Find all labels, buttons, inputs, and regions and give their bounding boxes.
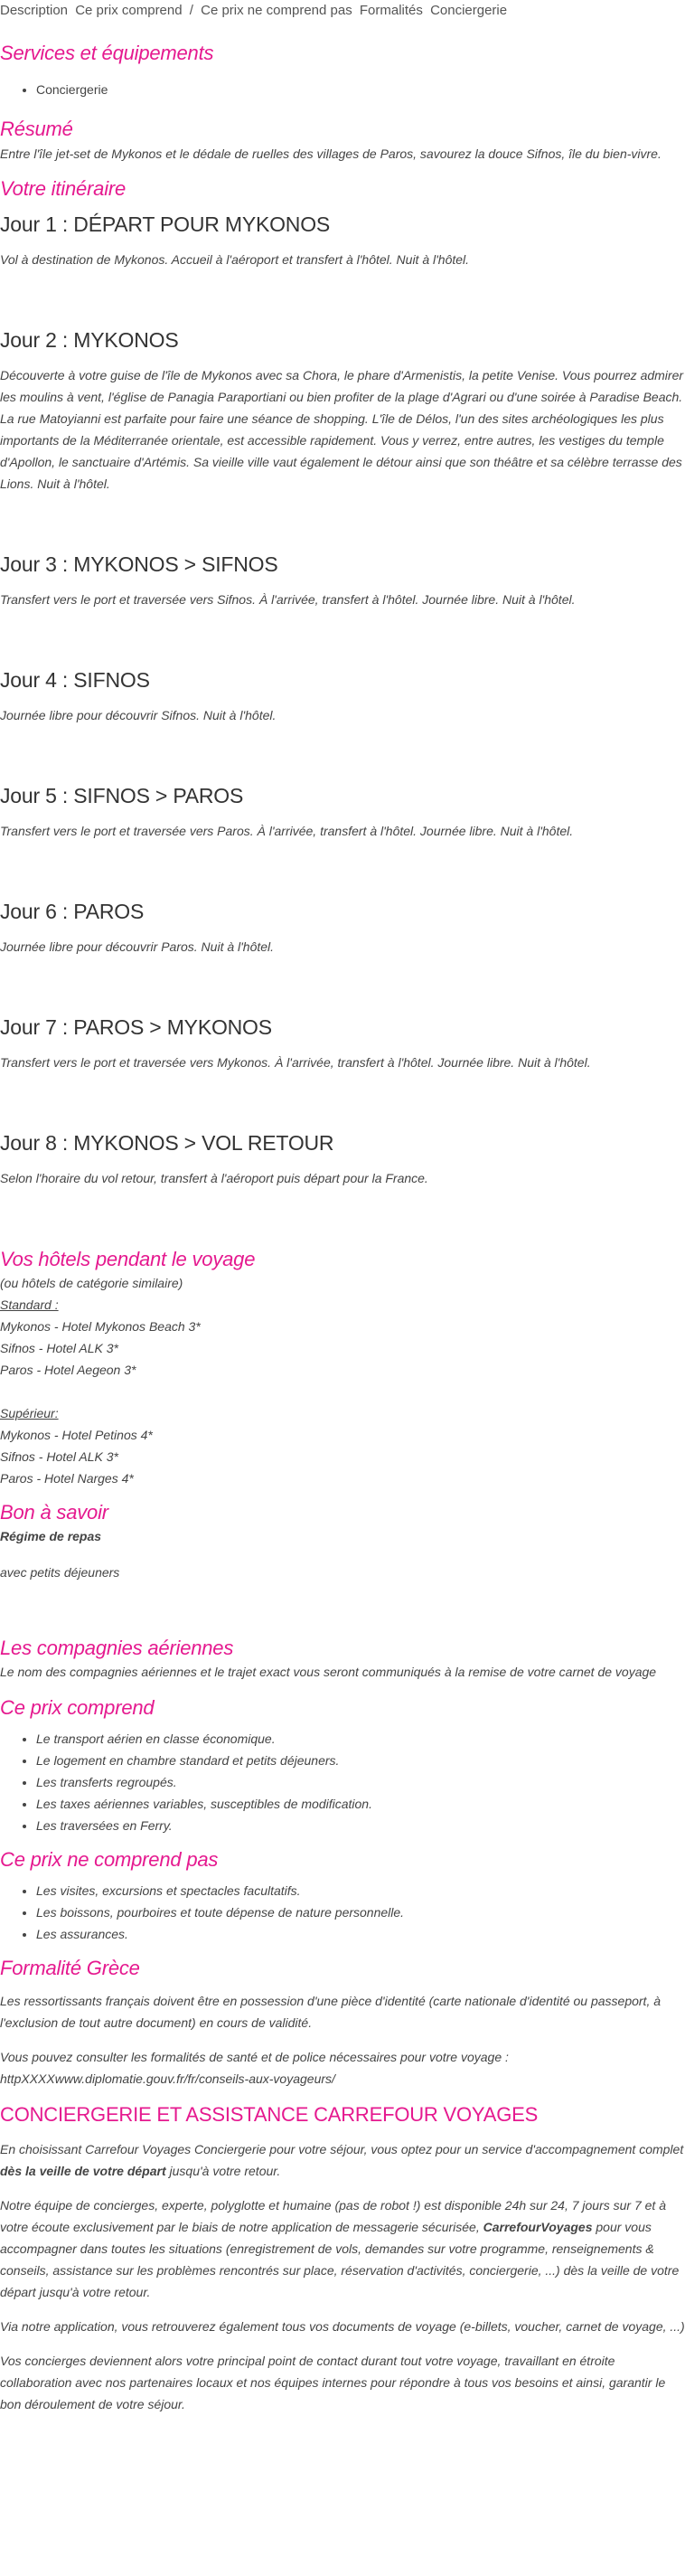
concierge-p2-end: pour vous accompagner dans toutes les situations (enregistrement de vols, demandes sur votre programme, renseignements & conseils, assistance sur les problèmes rencontrés sur place, réservation d'activités, conciergerie, ...) dès la veille de votre départ jusqu'à votre retour.	[0, 2220, 680, 2299]
summary-title: Résumé	[0, 118, 73, 140]
concierge-p2-bold: CarrefourVoyages	[483, 2220, 593, 2234]
hotel-line: Paros - Hotel Aegeon 3*	[0, 1363, 136, 1377]
good-to-know-section	[0, 1500, 685, 1583]
meal-label: Régime de repas	[0, 1529, 102, 1543]
day-desc: Journée libre pour découvrir Paros. Nuit à l'hôtel.	[0, 939, 275, 954]
list-item: • Les assurances.	[36, 1923, 685, 1945]
day-desc: Découverte à votre guise de l'île de Mykonos avec sa Chora, le phare d'Armenistis, la petite Venise. Vous pourrez admirer les moulins à vent, l'église de Panagia Paraportiani ou bien profiter de la plage d'Agrari ou d'une soirée à Paradise Beach. La rue Matoyianni est parfaite pour faire une séance de shopping. L'île de Délos, l'un des sites archéologiques les plus importants de la Méditerranée orientale, est accessible rapidement. Vous y verrez, entre autres, les vestiges du temple d'Apollon, le sanctuaire d'Artémis. Sa vieille ville vaut également le détour ainsi que son théâtre et sa célèbre terrasse des Lions. Nuit à l'hôtel.	[0, 368, 684, 491]
meal-value: avec petits déjeuners	[0, 1565, 120, 1580]
airlines-title: Les compagnies aériennes	[0, 1637, 234, 1659]
day-title: Jour 4 : SIFNOS	[0, 668, 150, 692]
concierge-p3: Via notre application, vous retrouverez également tous vos documents de voyage (e-billets, voucher, carnet de voyage, ...)	[0, 2319, 685, 2334]
formality-title: Formalité Grèce	[0, 1957, 140, 1979]
day-desc: Transfert vers le port et traversée vers Mykonos. À l'arrivée, transfert à l'hôtel. Journée libre. Nuit à l'hôtel.	[0, 1055, 591, 1070]
day-block	[0, 782, 685, 842]
formality-p1: Les ressortissants français doivent être en possession d'une pièce d'identité (carte nationale d'identité ou passeport, à l'exclusion de tout autre document) en cours de validité.	[0, 1994, 662, 2030]
day-title: Jour 6 : PAROS	[0, 900, 145, 923]
hotels-superior-label: Supérieur:	[0, 1406, 59, 1420]
list-item: • Les transferts regroupés.	[36, 1771, 685, 1793]
excludes-title: Ce prix ne comprend pas	[0, 1848, 219, 1871]
hotel-line: Sifnos - Hotel ALK 3*	[0, 1449, 118, 1464]
day-block	[0, 551, 685, 610]
formality-link[interactable]: httpXXXXwww.diplomatie.gouv.fr/fr/conseils-aux-voyageurs/	[0, 2071, 335, 2086]
day-title: Jour 8 : MYKONOS > VOL RETOUR	[0, 1131, 334, 1155]
hotels-note: (ou hôtels de catégorie similaire)	[0, 1276, 183, 1290]
list-item: • Les boissons, pourboires et toute dépense de nature personnelle.	[36, 1901, 685, 1923]
hotels-section	[0, 1247, 685, 1489]
concierge-p1-end: jusqu'à votre retour.	[165, 2164, 281, 2178]
hotels-title: Vos hôtels pendant le voyage	[0, 1248, 256, 1270]
concierge-p2	[0, 2194, 685, 2303]
formality-section	[0, 1956, 685, 2090]
excludes-section	[0, 1847, 685, 1945]
nav-separator: /	[189, 3, 193, 18]
formality-p2: Vous pouvez consulter les formalités de santé et de police nécessaires pour votre voyage :	[0, 2050, 509, 2064]
day-title: Jour 3 : MYKONOS > SIFNOS	[0, 552, 278, 576]
day-title: Jour 7 : PAROS > MYKONOS	[0, 1015, 272, 1039]
day-desc: Vol à destination de Mykonos. Accueil à l'aéroport et transfert à l'hôtel. Nuit à l'hôtel.	[0, 252, 470, 267]
day-block	[0, 211, 685, 270]
good-to-know-title: Bon à savoir	[0, 1501, 108, 1524]
list-item: • Conciergerie	[36, 79, 685, 100]
hotel-line: Mykonos - Hotel Petinos 4*	[0, 1428, 153, 1442]
services-list	[0, 79, 685, 100]
day-desc: Journée libre pour découvrir Sifnos. Nuit à l'hôtel.	[0, 708, 277, 722]
nav-includes[interactable]: Ce prix comprend	[75, 3, 183, 18]
concierge-p2-text: Notre équipe de concierges, experte, polyglotte et humaine (pas de robot !) est disponible 24h sur 24, 7 jours sur 7 et à votre écoute exclusivement par le biais de notre application de messagerie sécurisée,	[0, 2198, 666, 2234]
hotel-line: Paros - Hotel Narges 4*	[0, 1471, 134, 1486]
list-item: • Les taxes aériennes variables, susceptibles de modification.	[36, 1793, 685, 1815]
concierge-section	[0, 2102, 685, 2415]
services-title: Services et équipements	[0, 42, 214, 64]
excludes-list	[0, 1880, 685, 1945]
summary-section	[0, 117, 685, 164]
summary-text: Entre l'île jet-set de Mykonos et le dédale de ruelles des villages de Paros, savourez la douce Sifnos, île du bien-vivre.	[0, 146, 662, 161]
includes-list	[0, 1728, 685, 1836]
nav-excludes[interactable]: Ce prix ne comprend pas	[201, 3, 352, 18]
day-block	[0, 326, 685, 495]
day-block	[0, 898, 685, 958]
hotels-standard-label: Standard :	[0, 1297, 59, 1312]
airlines-text: Le nom des compagnies aériennes et le trajet exact vous seront communiqués à la remise de votre carnet de voyage	[0, 1665, 657, 1679]
nav-formalities[interactable]: Formalités	[359, 3, 423, 18]
day-title: Jour 2 : MYKONOS	[0, 328, 179, 352]
includes-title: Ce prix comprend	[0, 1696, 155, 1719]
day-block	[0, 1129, 685, 1189]
concierge-p1	[0, 2138, 685, 2182]
day-desc: Transfert vers le port et traversée vers Sifnos. À l'arrivée, transfert à l'hôtel. Journée libre. Nuit à l'hôtel.	[0, 592, 576, 607]
day-title: Jour 1 : DÉPART POUR MYKONOS	[0, 212, 331, 236]
airlines-section	[0, 1636, 685, 1683]
hotel-line: Sifnos - Hotel ALK 3*	[0, 1341, 118, 1355]
services-section	[0, 41, 685, 100]
includes-section	[0, 1695, 685, 1836]
hotel-line: Mykonos - Hotel Mykonos Beach 3*	[0, 1319, 201, 1334]
day-title: Jour 5 : SIFNOS > PAROS	[0, 784, 244, 807]
day-desc: Selon l'horaire du vol retour, transfert à l'aéroport puis départ pour la France.	[0, 1171, 428, 1185]
concierge-p1-bold: dès la veille de votre départ	[0, 2164, 166, 2178]
list-item: • Le logement en chambre standard et petits déjeuners.	[36, 1750, 685, 1771]
day-block	[0, 666, 685, 726]
itinerary-title: Votre itinéraire	[0, 177, 127, 200]
concierge-p1-text: En choisissant Carrefour Voyages Conciergerie pour votre séjour, vous optez pour un service d'accompagnement complet	[0, 2142, 684, 2156]
list-item: • Les traversées en Ferry.	[36, 1815, 685, 1836]
nav-description[interactable]: Description	[0, 3, 69, 18]
top-nav	[0, 0, 685, 23]
list-item: • Le transport aérien en classe économique.	[36, 1728, 685, 1750]
list-item: • Les visites, excursions et spectacles facultatifs.	[36, 1880, 685, 1901]
concierge-p4: Vos concierges deviennent alors votre principal point de contact durant tout votre voyage, travaillant en étroite collaboration avec nos partenaires locaux et nos équipes internes pour répondre à tous vos besoins et ainsi, garantir le bon déroulement de votre séjour.	[0, 2354, 666, 2411]
itinerary-section	[0, 176, 685, 1189]
day-block	[0, 1014, 685, 1073]
day-desc: Transfert vers le port et traversée vers Paros. À l'arrivée, transfert à l'hôtel. Journée libre. Nuit à l'hôtel.	[0, 824, 574, 838]
concierge-title: CONCIERGERIE ET ASSISTANCE CARREFOUR VOYAGES	[0, 2103, 539, 2126]
nav-concierge[interactable]: Conciergerie	[430, 3, 508, 18]
